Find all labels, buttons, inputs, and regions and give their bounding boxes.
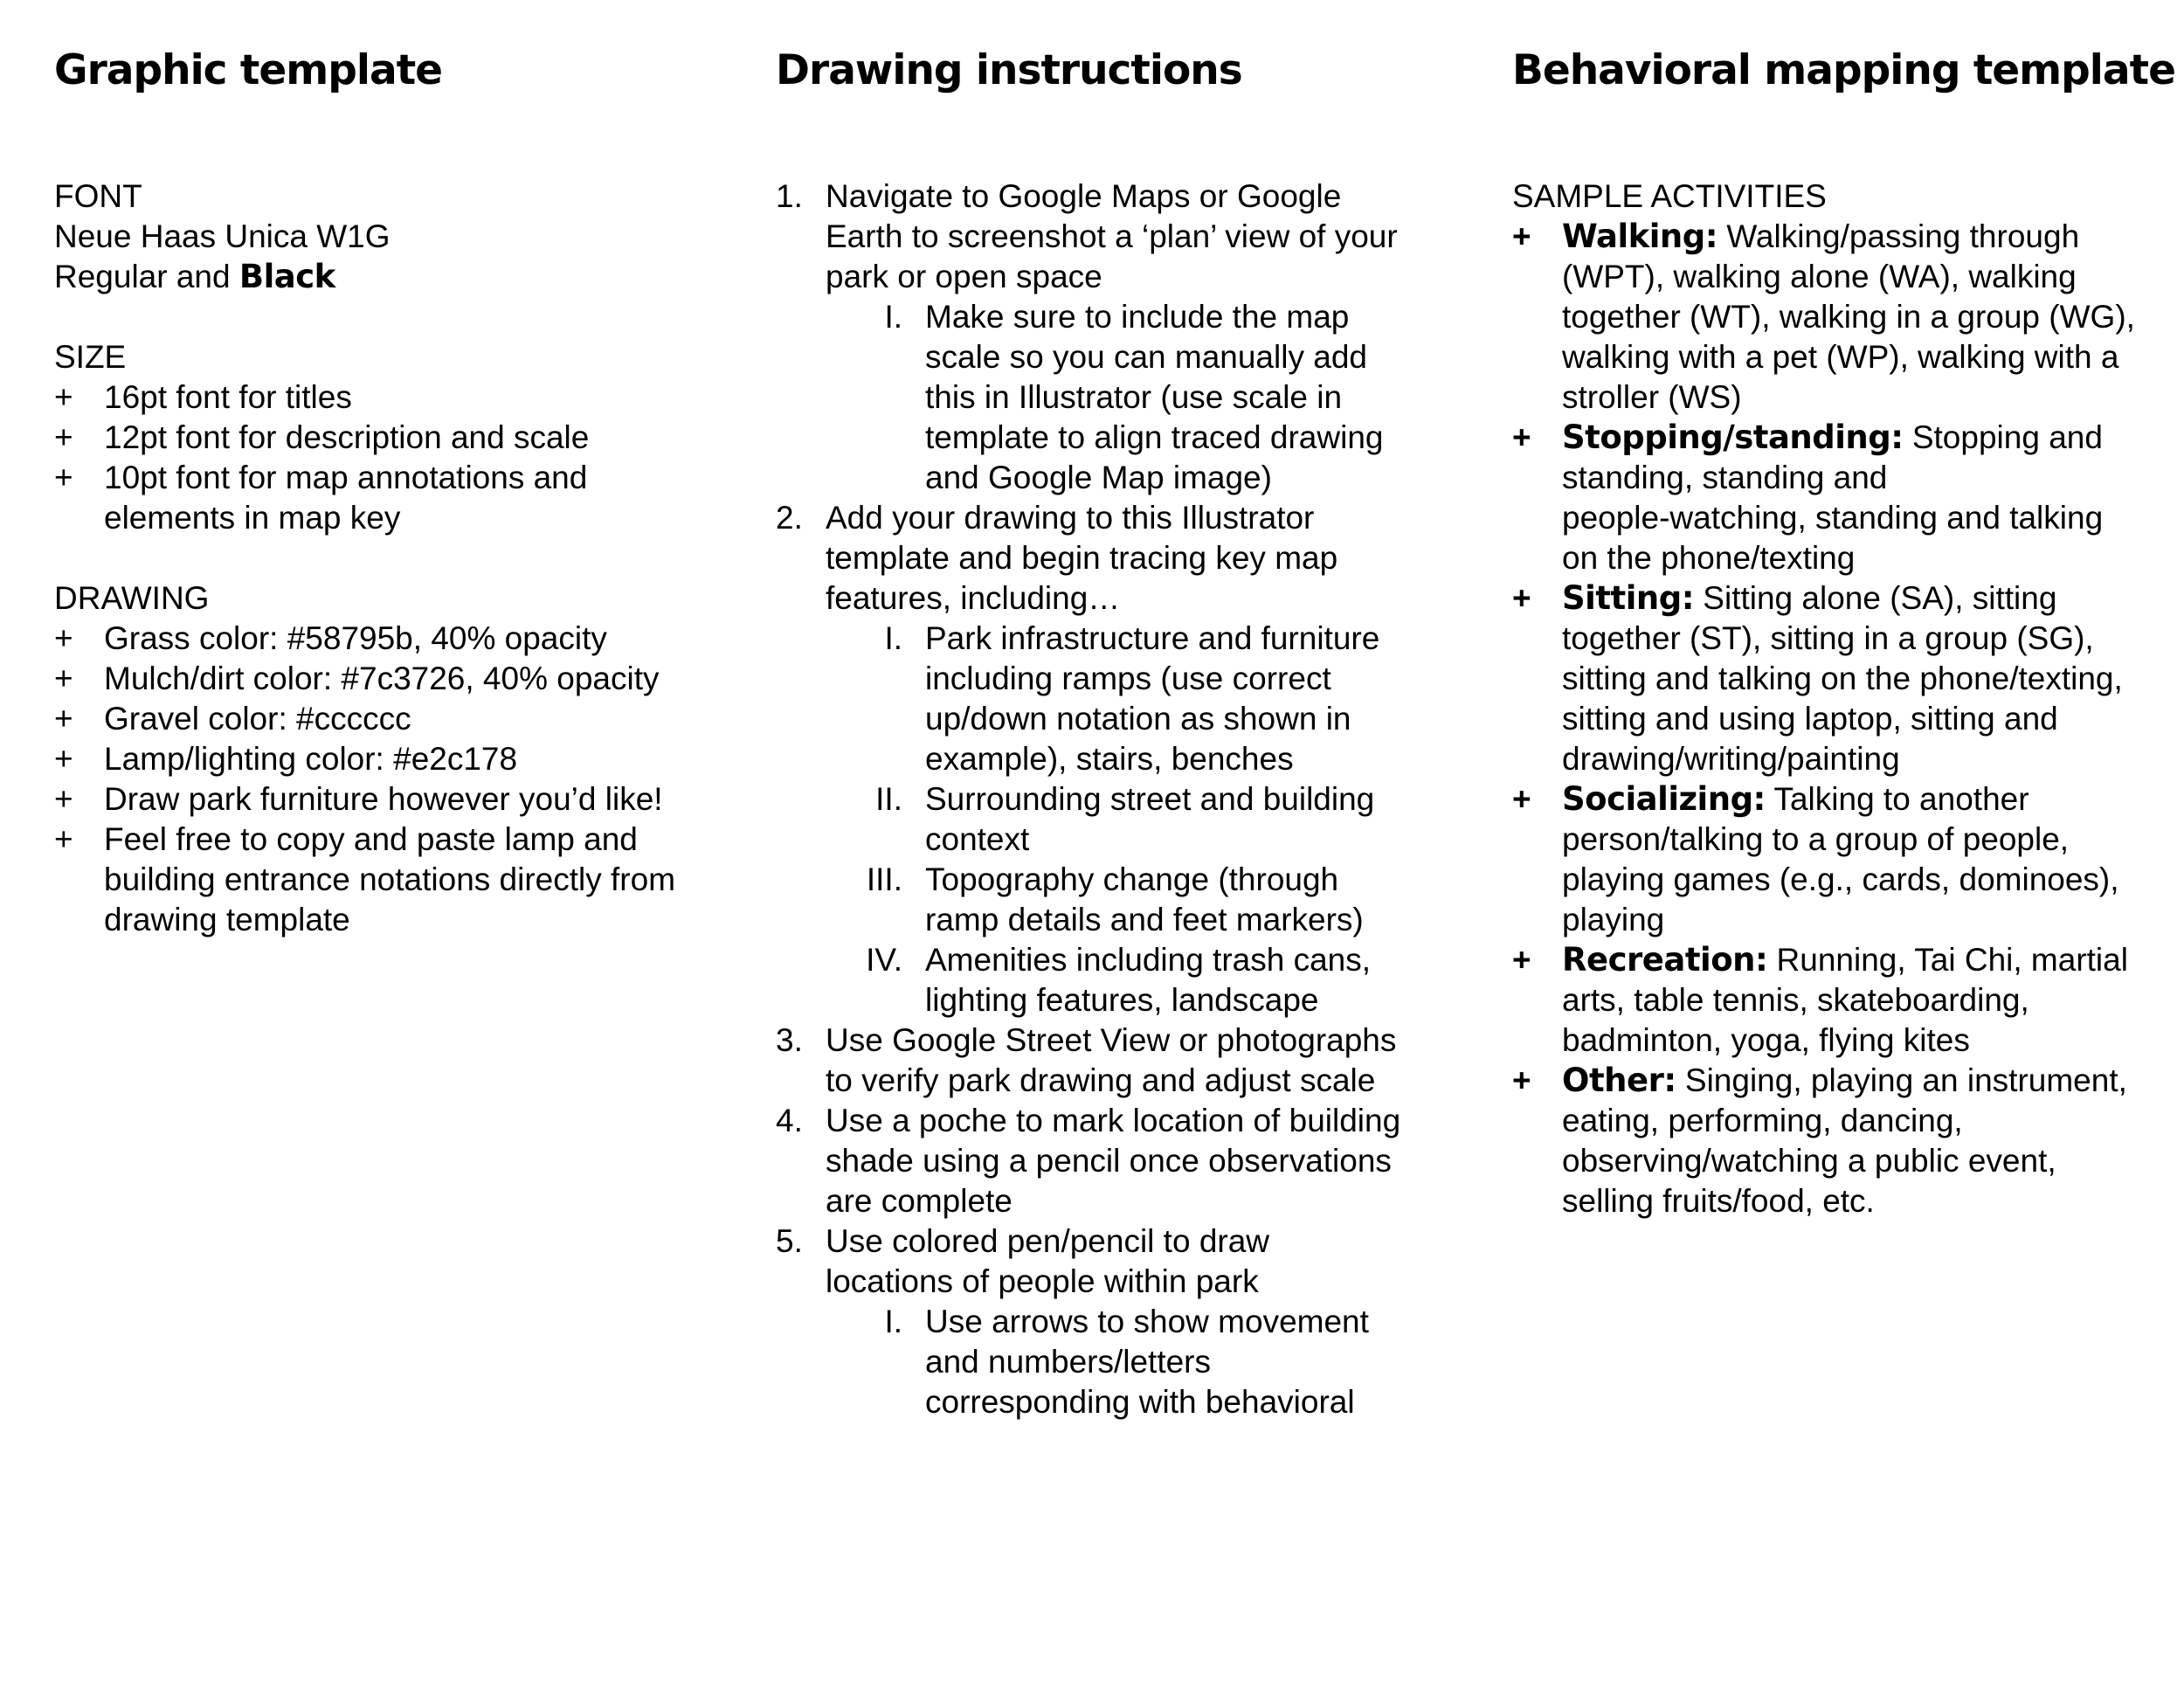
plus-bullet: + (54, 419, 73, 455)
plus-bullet: + (1512, 1062, 1531, 1098)
drawing-instructions-title: Drawing instructions (776, 46, 1242, 94)
activity-text: standing, standing and (1562, 460, 1888, 495)
plus-bullet: + (54, 620, 73, 656)
substep-text: template to align traced drawing (925, 419, 1384, 455)
activity-text: Sitting alone (SA), sitting (1694, 580, 2057, 616)
activity-first-line (1562, 578, 2176, 619)
activity-label: Walking: (1562, 218, 1718, 255)
activity-text: Stopping and (1903, 419, 2103, 455)
activity-text: arts, table tennis, skateboarding, (1562, 982, 2029, 1018)
activity-first-line (1562, 940, 2176, 980)
activity-label: Sitting: (1562, 579, 1695, 617)
size-list-item (54, 377, 718, 418)
plus-bullet: + (1512, 942, 1531, 978)
plus-bullet: + (54, 701, 73, 737)
step-number: 4. (776, 1103, 803, 1138)
drawing-list-item-text: Feel free to copy and paste lamp and (104, 821, 638, 857)
drawing-list (54, 619, 718, 940)
substep-text: Amenities including trash cans, (925, 942, 1372, 978)
activity-item (1512, 217, 2176, 418)
graphic-template-title: Graphic template (54, 46, 443, 94)
activity-item (1512, 578, 2176, 779)
drawing-list-item (54, 779, 718, 820)
substep-numeral: III. (866, 861, 902, 897)
activity-text: eating, performing, dancing, (1562, 1103, 1963, 1138)
instruction-step (776, 1020, 1440, 1101)
size-list (54, 377, 718, 538)
substep-text: Topography change (through (925, 861, 1339, 897)
drawing-list-item-text: Mulch/dirt color: #7c3726, 40% opacity (104, 661, 660, 696)
drawing-list-item (54, 699, 718, 739)
activity-text: walking with a pet (WP), walking with a (1562, 339, 2119, 375)
instruction-substep (776, 297, 1440, 498)
activity-first-line (1562, 418, 2176, 458)
activities-list (1512, 217, 2176, 1221)
size-list-item (54, 418, 718, 458)
plus-bullet: + (54, 379, 73, 415)
drawing-list-item-text: Lamp/lighting color: #e2c178 (104, 741, 518, 777)
activity-text: selling fruits/food, etc. (1562, 1183, 1875, 1219)
substep-text: Park infrastructure and furniture (925, 620, 1380, 656)
step-text: Use a poche to mark location of building (826, 1103, 1401, 1138)
activity-text: stroller (WS) (1562, 379, 1742, 415)
drawing-list-item-text: Gravel color: #cccccc (104, 701, 411, 737)
activity-text: (WPT), walking alone (WA), walking (1562, 259, 2077, 294)
activity-first-line (1562, 217, 2176, 257)
activity-text: playing games (e.g., cards, dominoes), (1562, 861, 2119, 897)
size-label: SIZE (54, 339, 127, 375)
size-list-item-text: 12pt font for description and scale (104, 419, 590, 455)
activity-text: badminton, yoga, flying kites (1562, 1022, 1970, 1058)
plus-bullet: + (1512, 218, 1531, 254)
plus-bullet: + (54, 741, 73, 777)
step-text: Use Google Street View or photographs (826, 1022, 1397, 1058)
activity-label: Stopping/standing: (1562, 419, 1904, 456)
drawing-list-item (54, 820, 718, 940)
activity-text: person/talking to a group of people, (1562, 821, 2070, 857)
size-list-item-text: 10pt font for map annotations and (104, 460, 588, 495)
step-number: 3. (776, 1022, 803, 1058)
size-list-item (54, 458, 718, 538)
step-text: template and begin tracing key map (826, 540, 1338, 576)
drawing-list-item-text: building entrance notations directly from (104, 861, 676, 897)
substep-text: corresponding with behavioral (925, 1384, 1355, 1420)
instruction-steps-list (776, 176, 1440, 1422)
drawing-instructions-column (776, 42, 1440, 1422)
step-text: Navigate to Google Maps or Google (826, 178, 1342, 214)
plus-bullet: + (54, 781, 73, 817)
substep-text: example), stairs, benches (925, 741, 1294, 777)
behavioral-mapping-title: Behavioral mapping template (1512, 46, 2175, 94)
font-weights (54, 257, 718, 297)
drawing-list-item-text: drawing template (104, 902, 350, 937)
plus-bullet: + (1512, 419, 1531, 455)
substep-numeral: I. (884, 299, 902, 335)
step-number: 5. (776, 1223, 803, 1259)
activity-text: playing (1562, 902, 1665, 937)
drawing-list-item (54, 739, 718, 779)
substep-text: including ramps (use correct (925, 661, 1331, 696)
size-list-item-text: elements in map key (104, 500, 401, 536)
drawing-list-item (54, 659, 718, 699)
drawing-list-item-text: Grass color: #58795b, 40% opacity (104, 620, 607, 656)
plus-bullet: + (54, 661, 73, 696)
font-weights-regular: Regular and (54, 259, 239, 294)
graphic-template-column (54, 42, 718, 940)
substep-text: Make sure to include the map (925, 299, 1350, 335)
instruction-substep (776, 1302, 1440, 1422)
step-text: Earth to screenshot a ‘plan’ view of your (826, 218, 1398, 254)
instruction-step (776, 1221, 1440, 1302)
activity-item (1512, 940, 2176, 1061)
activity-item (1512, 418, 2176, 578)
activity-item (1512, 779, 2176, 940)
substep-text: Surrounding street and building (925, 781, 1375, 817)
plus-bullet: + (1512, 781, 1531, 817)
font-weights-black: Black (238, 258, 335, 295)
instruction-step (776, 498, 1440, 619)
step-text: are complete (826, 1183, 1013, 1219)
substep-text: lighting features, landscape (925, 982, 1319, 1018)
step-number: 2. (776, 500, 803, 536)
instruction-step (776, 176, 1440, 297)
activity-text: together (ST), sitting in a group (SG), (1562, 620, 2094, 656)
drawing-label: DRAWING (54, 580, 210, 616)
activity-label: Other: (1562, 1062, 1676, 1099)
activity-text: people-watching, standing and talking (1562, 500, 2104, 536)
plus-bullet: + (54, 460, 73, 495)
substep-text: up/down notation as shown in (925, 701, 1351, 737)
step-text: Add your drawing to this Illustrator (826, 500, 1315, 536)
activity-text: observing/watching a public event, (1562, 1143, 2056, 1179)
drawing-list-item (54, 619, 718, 659)
drawing-list-item-text: Draw park furniture however you’d like! (104, 781, 663, 817)
substep-numeral: II. (875, 781, 902, 817)
substep-numeral: IV. (866, 942, 902, 978)
instruction-substep (776, 940, 1440, 1020)
substep-text: scale so you can manually add (925, 339, 1367, 375)
substep-numeral: I. (884, 620, 902, 656)
instruction-substep (776, 860, 1440, 940)
activity-first-line (1562, 1061, 2176, 1101)
substep-text: and numbers/letters (925, 1344, 1212, 1380)
step-text: features, including… (826, 580, 1121, 616)
substep-text: and Google Map image) (925, 460, 1272, 495)
plus-bullet: + (54, 821, 73, 857)
size-list-item-text: 16pt font for titles (104, 379, 352, 415)
step-text: to verify park drawing and adjust scale (826, 1062, 1376, 1098)
step-number: 1. (776, 178, 803, 214)
font-name: Neue Haas Unica W1G (54, 218, 390, 254)
activity-text: sitting and talking on the phone/texting, (1562, 661, 2123, 696)
activity-text: sitting and using laptop, sitting and (1562, 701, 2058, 737)
substep-numeral: I. (884, 1304, 902, 1339)
activity-label: Recreation: (1562, 941, 1768, 979)
instruction-substep (776, 779, 1440, 860)
activity-text: Walking/passing through (1717, 218, 2080, 254)
activity-text: on the phone/texting (1562, 540, 1856, 576)
activity-item (1512, 1061, 2176, 1221)
activity-first-line (1562, 779, 2176, 820)
step-text: park or open space (826, 259, 1102, 294)
activity-text: together (WT), walking in a group (WG), (1562, 299, 2135, 335)
step-text: Use colored pen/pencil to draw (826, 1223, 1270, 1259)
font-label: FONT (54, 178, 142, 214)
substep-text: ramp details and feet markers) (925, 902, 1364, 937)
instruction-step (776, 1101, 1440, 1221)
substep-text: this in Illustrator (use scale in (925, 379, 1343, 415)
substep-text: context (925, 821, 1030, 857)
activity-text: drawing/writing/painting (1562, 741, 1900, 777)
instruction-substep (776, 619, 1440, 779)
activity-text: Running, Tai Chi, martial (1767, 942, 2128, 978)
step-text: locations of people within park (826, 1263, 1259, 1299)
behavioral-mapping-column (1512, 42, 2176, 1221)
sample-activities-label: SAMPLE ACTIVITIES (1512, 178, 1827, 214)
plus-bullet: + (1512, 580, 1531, 616)
activity-text: Singing, playing an instrument, (1676, 1062, 2127, 1098)
activity-text: Talking to another (1765, 781, 2029, 817)
substep-text: Use arrows to show movement (925, 1304, 1369, 1339)
step-text: shade using a pencil once observations (826, 1143, 1392, 1179)
activity-label: Socializing: (1562, 780, 1766, 818)
